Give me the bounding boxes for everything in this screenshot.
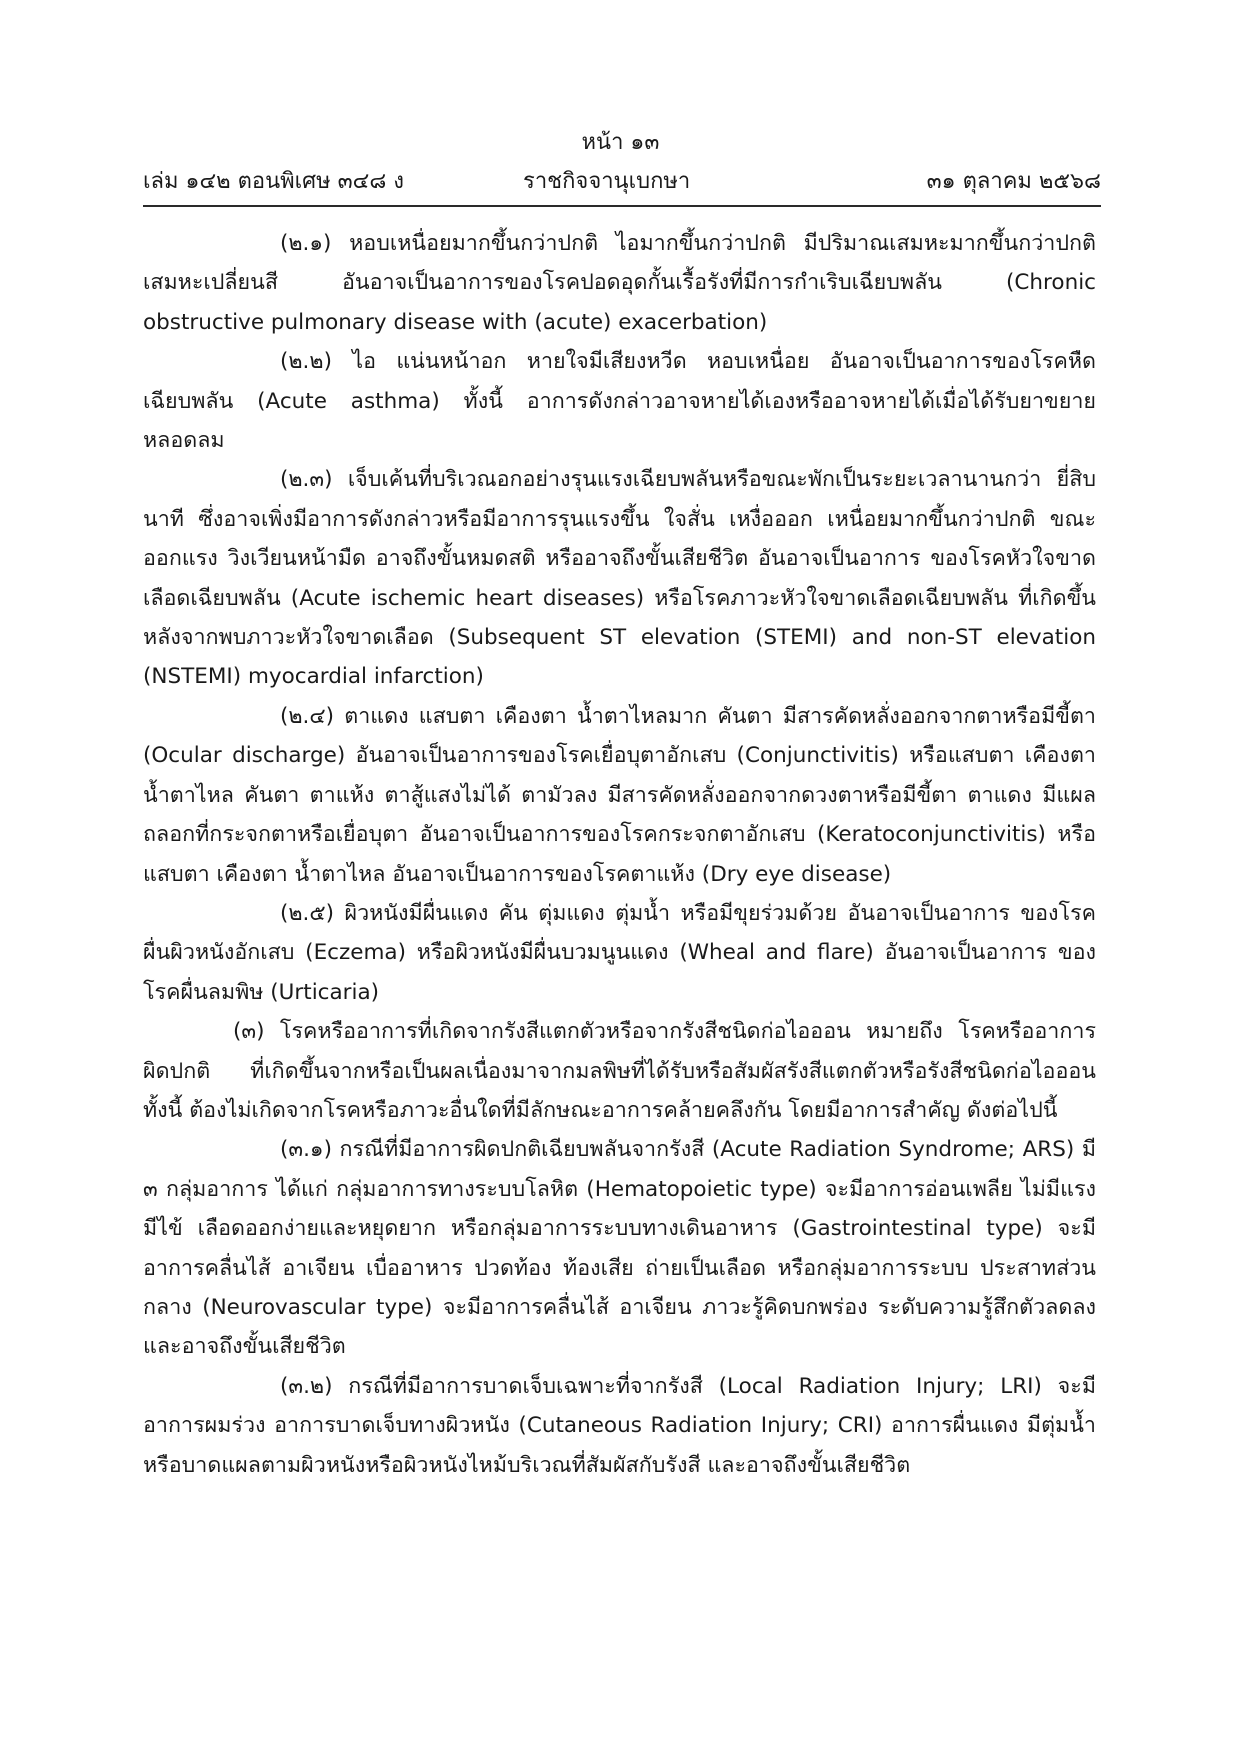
gazette-header bbox=[143, 166, 1101, 202]
page-number: หน้า ๑๓ bbox=[581, 130, 660, 155]
volume-issue: เล่ม ๑๔๒ ตอนพิเศษ ๓๔๘ ง bbox=[143, 169, 405, 194]
paragraph-3-2: (๓.๒) กรณีที่มีอาการบาดเจ็บเฉพาะที่จากรังสี (Local Radiation Injury; LRI) จะมีอาการผมร่วง อาการบาดเจ็บทางผิวหนัง (Cutaneous Radiation Injury; CRI) อาการผื่นแดง มีตุ่มน้ำ หรือบาดแผลตามผิวหนังหรือผิวหนังไหม้บริเวณที่สัมผัสกับรังสี และอาจถึงขั้นเสียชีวิต bbox=[143, 1373, 1096, 1478]
paragraph-2-2: (๒.๒) ไอ แน่นหน้าอก หายใจมีเสียงหวีด หอบเหนื่อย อันอาจเป็นอาการของโรคหืดเฉียบพลัน (Acute asthma) ทั้งนี้ อาการดังกล่าวอาจหายได้เองหรืออาจหายได้เมื่อได้รับยาขยายหลอดลม bbox=[143, 349, 1096, 454]
paragraph-2-1: (๒.๑) หอบเหนื่อยมากขึ้นกว่าปกติ ไอมากขึ้นกว่าปกติ มีปริมาณเสมหะมากขึ้นกว่าปกติ เสมหะเปลี่ยนสี อันอาจเป็นอาการของโรคปอดอุดกั้นเรื้อรังที่มีการกำเริบเฉียบพลัน (Chronic obstructive pulmonary disease with (acute) exacerbation) bbox=[143, 231, 1096, 335]
document-body bbox=[143, 224, 1096, 1485]
gazette-name: ราชกิจจานุเบกษา bbox=[523, 169, 691, 194]
paragraph-2-5: (๒.๕) ผิวหนังมีผื่นแดง คัน ตุ่มแดง ตุ่มน้ำ หรือมีขุยร่วมด้วย อันอาจเป็นอาการ ของโรคผื่นผิวหนังอักเสบ (Eczema) หรือผิวหนังมีผื่นบวมนูนแดง (Wheal and flare) อันอาจเป็นอาการ ของโรคผื่นลมพิษ (Urticaria) bbox=[143, 900, 1096, 1005]
paragraph-2-4: (๒.๔) ตาแดง แสบตา เคืองตา น้ำตาไหลมาก คันตา มีสารคัดหลั่งออกจากตาหรือมีขี้ตา (Ocular discharge) อันอาจเป็นอาการของโรคเยื่อบุตาอักเสบ (Conjunctivitis) หรือแสบตา เคืองตา น้ำตาไหล คันตา ตาแห้ง ตาสู้แสงไม่ได้ ตามัวลง มีสารคัดหลั่งออกจากดวงตาหรือมีขี้ตา ตาแดง มีแผลถลอกที่กระจกตาหรือเยื่อบุตา อันอาจเป็นอาการของโรคกระจกตาอักเสบ (Keratoconjunctivitis) หรือแสบตา เคืองตา น้ำตาไหล อันอาจเป็นอาการของโรคตาแห้ง (Dry eye disease) bbox=[143, 703, 1096, 887]
header-divider bbox=[143, 205, 1101, 207]
paragraph-3-1: (๓.๑) กรณีที่มีอาการผิดปกติเฉียบพลันจากรังสี (Acute Radiation Syndrome; ARS) มี ๓ กลุ่มอาการ ได้แก่ กลุ่มอาการทางระบบโลหิต (Hematopoietic type) จะมีอาการอ่อนเพลีย ไม่มีแรง มีไข้ เลือดออกง่ายและหยุดยาก หรือกลุ่มอาการระบบทางเดินอาหาร (Gastrointestinal type) จะมีอาการคลื่นไส้ อาเจียน เบื่ออาหาร ปวดท้อง ท้องเสีย ถ่ายเป็นเลือด หรือกลุ่มอาการระบบ ประสาทส่วนกลาง (Neurovascular type) จะมีอาการคลื่นไส้ อาเจียน ภาวะรู้คิดบกพร่อง ระดับความรู้สึกตัวลดลง และอาจถึงขั้นเสียชีวิต bbox=[143, 1137, 1096, 1360]
publication-date: ๓๑ ตุลาคม ๒๕๖๘ bbox=[926, 169, 1101, 194]
paragraph-2-3: (๒.๓) เจ็บเค้นที่บริเวณอกอย่างรุนแรงเฉียบพลันหรือขณะพักเป็นระยะเวลานานกว่า ยี่สิบนาที ซึ่งอาจเพิ่งมีอาการดังกล่าวหรือมีอาการรุนแรงขึ้น ใจสั่น เหงื่อออก เหนื่อยมากขึ้นกว่าปกติ ขณะออกแรง วิงเวียนหน้ามืด อาจถึงขั้นหมดสติ หรืออาจถึงขั้นเสียชีวิต อันอาจเป็นอาการ ของโรคหัวใจขาดเลือดเฉียบพลัน (Acute ischemic heart diseases) หรือโรคภาวะหัวใจขาดเลือดเฉียบพลัน ที่เกิดขึ้นหลังจากพบภาวะหัวใจขาดเลือด (Subsequent ST elevation (STEMI) and non-ST elevation (NSTEMI) myocardial infarction) bbox=[143, 467, 1096, 690]
paragraph-3: (๓) โรคหรืออาการที่เกิดจากรังสีแตกตัวหรือจากรังสีชนิดก่อไอออน หมายถึง โรคหรืออาการผิดปกติ ที่เกิดขึ้นจากหรือเป็นผลเนื่องมาจากมลพิษที่ได้รับหรือสัมผัสรังสีแตกตัวหรือรังสีชนิดก่อไอออน ทั้งนี้ ต้องไม่เกิดจากโรคหรือภาวะอื่นใดที่มีลักษณะอาการคล้ายคลึงกัน โดยมีอาการสำคัญ ดังต่อไปนี้ bbox=[143, 1019, 1096, 1123]
